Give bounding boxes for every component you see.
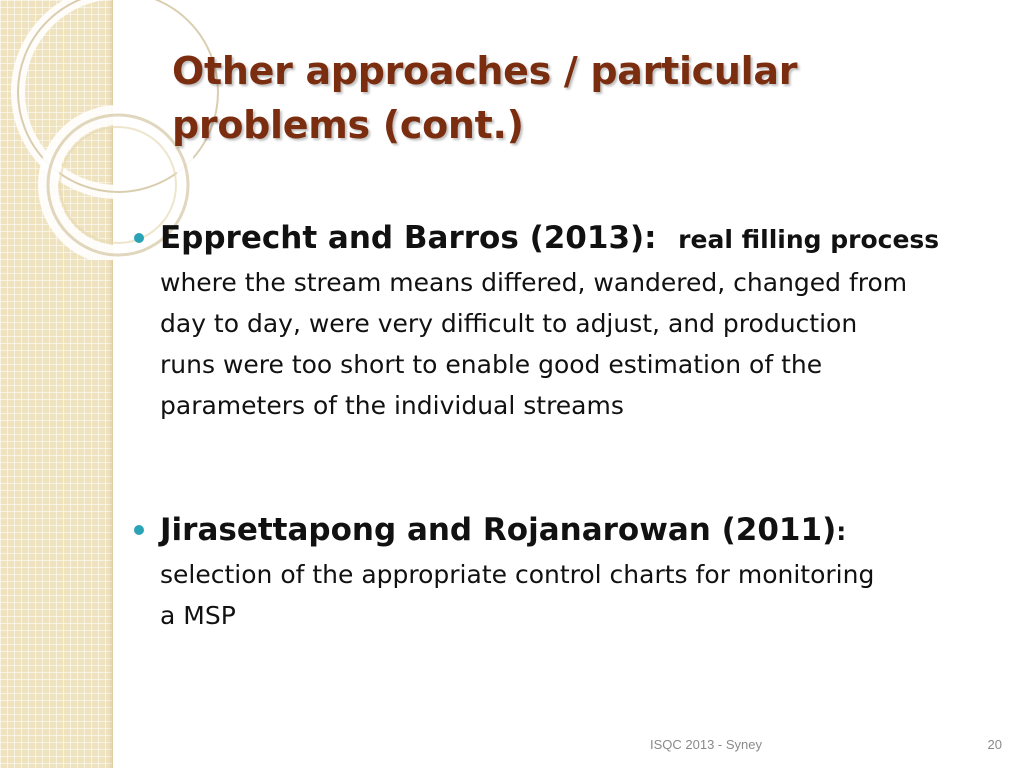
bullet-text-line4: runs were too short to enable good estimation of the: [160, 350, 823, 379]
bullet-item-jirasettapong: [130, 508, 980, 636]
bullet-text-line1: selection of the appropriate control charts for monitoring: [160, 560, 875, 589]
bullet-item-epprecht: [130, 216, 980, 426]
slide-title-line2: problems (cont.): [172, 103, 524, 147]
round-bullet-icon: [134, 233, 144, 243]
bullet-first-line: [160, 508, 980, 554]
bullet-heading: Epprecht and Barros (2013):: [160, 220, 657, 256]
footer-event: ISQC 2013 - Syney: [650, 737, 762, 752]
bullet-text-line2: where the stream means differed, wandered, changed from: [160, 268, 908, 297]
round-bullet-icon: [134, 525, 144, 535]
bullet-text-line3: day to day, were very difficult to adjust, and production: [160, 309, 858, 338]
bullet-list: [130, 216, 980, 636]
bullet-heading: Jirasettapong and Rojanarowan (2011): [160, 512, 837, 548]
slide-title-line1: Other approaches / particular: [172, 49, 798, 93]
bullet-heading-colon: :: [836, 517, 847, 546]
bullet-text-line5: parameters of the individual streams: [160, 391, 624, 420]
bullet-text-line2: a MSP: [160, 601, 236, 630]
slide-title: [172, 44, 932, 152]
bullet-text-line1: real filling process: [678, 225, 940, 254]
footer-page-number: 20: [987, 737, 1002, 752]
bullet-first-line: [160, 216, 980, 262]
